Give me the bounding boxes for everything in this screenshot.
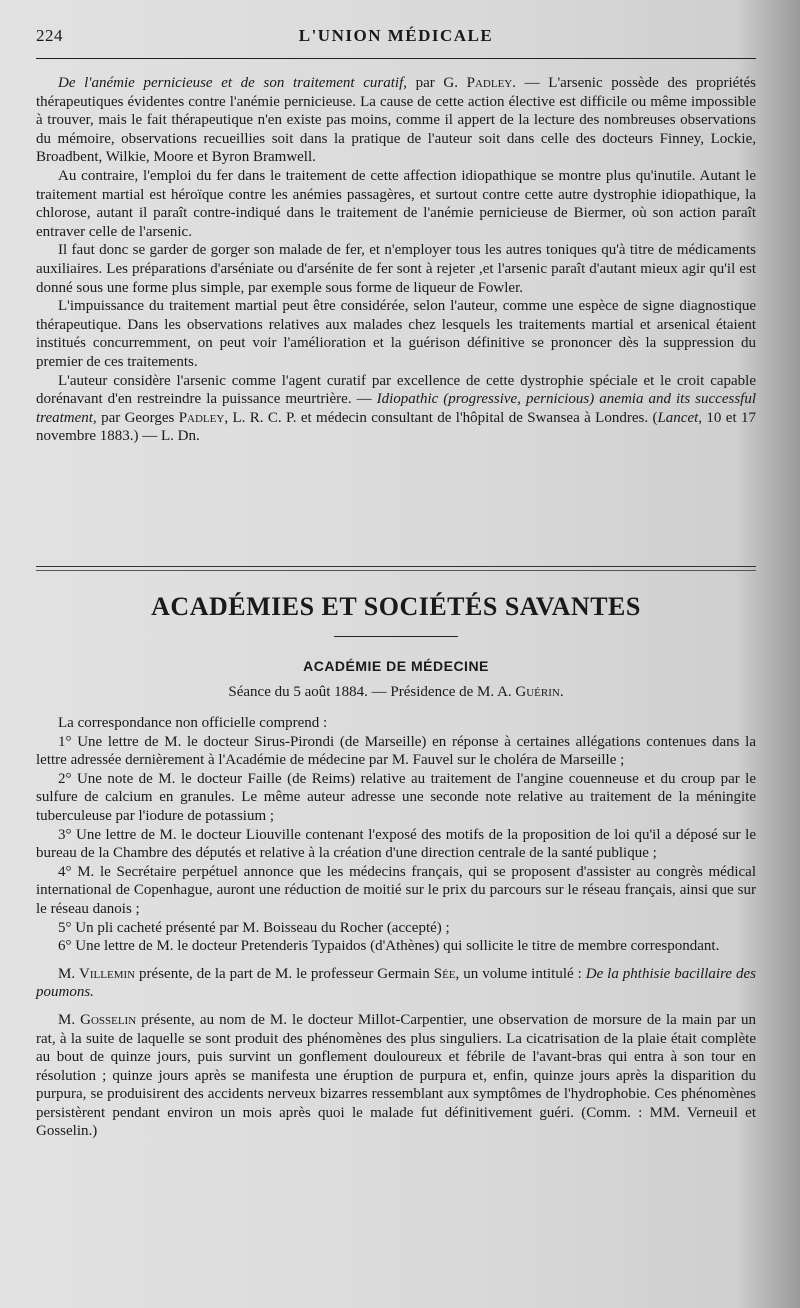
seance-line: Séance du 5 août 1884. — Présidence de M. A. Guérin. [228,684,564,700]
correspondence-item: 5° Un pli cacheté présenté par M. Boisseau du Rocher (accepté) ; [58,919,450,936]
running-head [36,26,756,50]
correspondence-item: 3° Une lettre de M. le docteur Liouville contenant l'exposé des motifs de la proposition de loi qu'il a déposé sur le bureau de la Chambre des députés et relative à la création d'une direction centrale de la santé publique ; [36,826,756,862]
correspondence-item: 2° Une note de M. le docteur Faille (de Reims) relative au traitement de l'angine couenneuse et du croup par le sulfure de calcium en granules. Le même auteur adresse une seconde note relative au traitement de la méningite tuberculeuse par l'iodure de potassium ; [36,770,756,824]
journal-name: Lancet, [657,409,703,426]
running-title: L'UNION MÉDICALE [298,26,494,45]
correspondence-intro: La correspondance non officielle comprend : [58,715,328,731]
header-rule [36,58,756,59]
review-title: De l'anémie pernicieuse et de son traitement curatif, [58,75,407,91]
review-paragraph-5: L'auteur considère l'arsenic comme l'agent curatif par excellence de cette dystrophie spéciale et le croit capable dorénavant d'en restreindre la puissance meurtrière. — Idiopathic (progressive, pernicious) anemia and its successful treatment, par Georges Padley, L. R. C. P. et médecin consultant de l'hôpital de Swansea à Londres. (Lancet, 10 et 17 novembre 1883.) — L. Dn. [36,372,757,445]
review-paragraph-4: L'impuissance du traitement martial peut être considérée, selon l'auteur, comme une espèce de signe diagnostique thérapeutique. Dans les observations relatives aux malades chez lesquels les traitements martial et arsenical étaient institués concurremment, on peut voir l'amélioration et la guérison définitive se prononcer dès la suppression du premier de ces traitements. [36,298,756,370]
section-title: ACADÉMIES ET SOCIÉTÉS SAVANTES [151,592,641,621]
review-paragraph-3: Il faut donc se garder de gorger son malade de fer, et n'employer tous les autres toniques qu'à titre de médicaments auxiliaires. Les préparations d'arséniate ou d'arsénite de fer sont à rejeter ,et l'arsenic paraît d'autant mieux agir qu'il est donné sous une forme plus simple, par exemple sous forme de liqueur de Fowler. [36,242,756,296]
review-paragraph-2: Au contraire, l'emploi du fer dans le traitement de cette affection idiopathique se montre plus qu'inutile. Autant le traitement martial est héroïque contre les anémies passagères, et surtout contre cette autre dystrophie idiopathique, la chlorose, autant il paraît contre-indiqué dans le traitement de l'anémie pernicieuse de Biermer, où son action paraît entraver celle de l'arsenic. [36,167,756,240]
villemin-paragraph: M. Villemin présente, de la part de M. le professeur Germain Sée, un volume intitulé : De la phthisie bacillaire des poumons. [36,965,756,1001]
correspondence-item: 6° Une lettre de M. le docteur Pretenderis Typaidos (d'Athènes) qui sollicite le titre de membre correspondant. [58,938,720,955]
book-title: De la phthisie bacillaire des poumons. [36,965,756,1001]
review-author: Padley [466,75,513,91]
section-separator [36,566,756,571]
correspondence-item: 4° M. le Secrétaire perpétuel annonce que les médecins français, qui se proposent d'assister au congrès médical international de Copenhague, auront une réduction de moitié sur le prix du parcours sur le réseau français, ainsi que sur le réseau danois ; [36,863,756,917]
president-name: Guérin [515,684,560,700]
academy-proceedings [36,714,756,1141]
correspondence-item: 1° Une lettre de M. le docteur Sirus-Pirondi (de Marseille) en réponse à certaines allégations contenues dans la lettre adressée dernièrement à l'Académie de médecine par M. Fauvel sur le choléra de Marseille ; [36,733,756,769]
review-source-title: Idiopathic (progressive, pernicious) anemia and its successful treatment, [36,391,756,426]
review-paragraph-1: De l'anémie pernicieuse et de son traitement curatif, par G. Padley. — L'arsenic possède des propriétés thérapeutiques évidentes contre l'anémie pernicieuse. La cause de cette action élective est difficile ou même impossible à trouver, mais le fait thérapeutique n'en existe pas moins, comme il appert de la lecture des nombreuses observations du mémoire, observations recueillies soit dans la pratique de l'auteur soit dans celle des docteurs Finney, Lockie, Broadbent, Wilkie, Moore et Byron Bramwell. [36,75,756,166]
title-underline [334,636,458,637]
page-number: 224 [36,26,63,45]
review-article [36,74,756,446]
academy-name: ACADÉMIE DE MÉDECINE [303,658,489,674]
gosselin-paragraph: M. Gosselin présente, au nom de M. le docteur Millot-Carpentier, une observation de morsure de la main par un rat, à la suite de laquelle se sont produit des phénomènes des plus singuliers. La cicatrisation de la plaie était complète au bout de quinze jours, puis survint un gonflement douloureux et fébrile de l'avant-bras qui entra à son tour en résolution ; quinze jours après se manifesta une éruption de purpura et, enfin, quinze jours après la disparition du purpura, se produisirent des accidents nerveux bizarres ressemblant aux symptômes de l'hydrophobie. Ces phénomènes persistèrent pendant environ un mois après quoi le malade fut définitivement guéri. (Comm. : MM. Verneuil et Gosselin.) [36,1011,756,1140]
